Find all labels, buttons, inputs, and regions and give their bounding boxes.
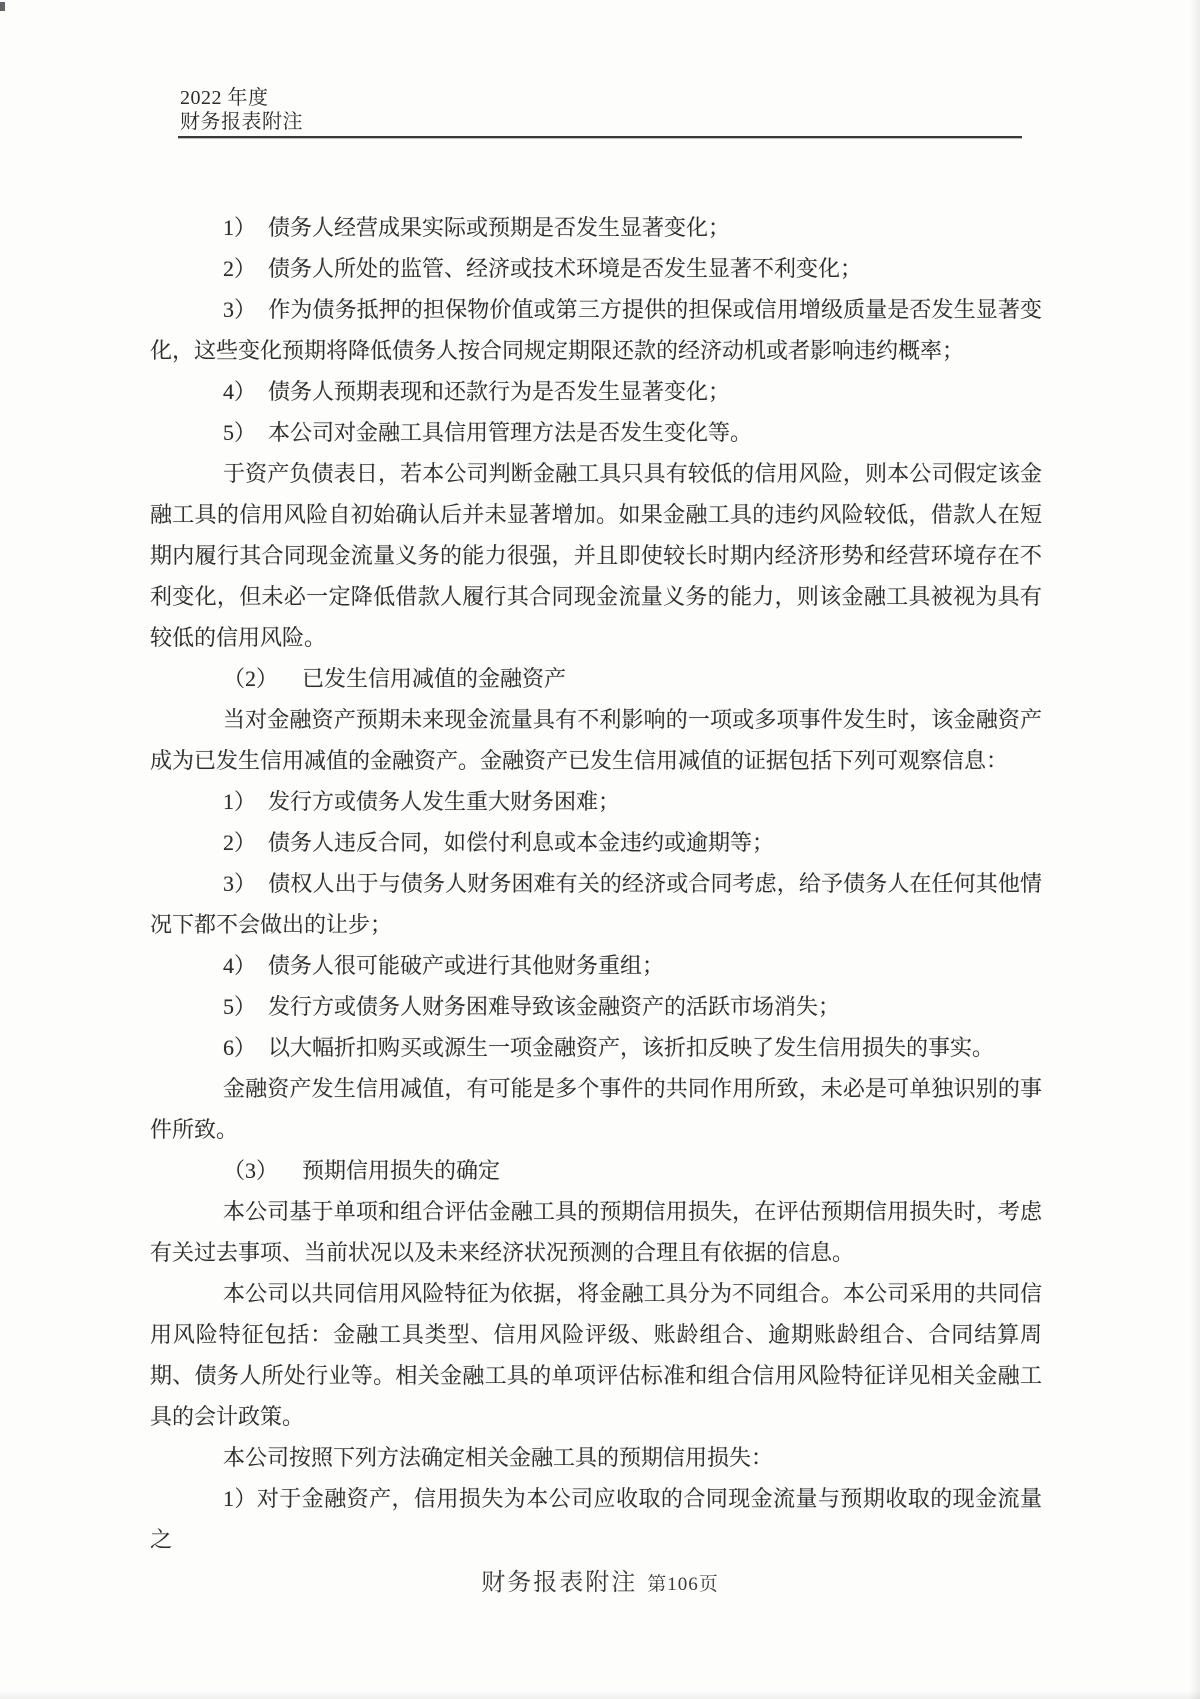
heading-number: （2） [223, 666, 279, 691]
body-paragraph [150, 1068, 1042, 1150]
page-header [180, 86, 303, 134]
paragraph-text: 发行方或债务人财务困难导致该金融资产的活跃市场消失； [268, 994, 841, 1019]
item-number: 1） [223, 789, 257, 814]
item-number: 6） [223, 1035, 257, 1060]
section-heading [150, 1150, 1042, 1191]
paragraph-text: 债权人出于与债务人财务困难有关的经济或合同考虑，给予债务人在任何其他情况下都不会做出的让步； [150, 871, 1042, 937]
paragraph-text: 当对金融资产预期未来现金流量具有不利影响的一项或多项事件发生时，该金融资产成为已发生信用减值的金融资产。金融资产已发生信用减值的证据包括下列可观察信息： [150, 707, 1042, 773]
paragraph-text: 作为债务抵押的担保物价值或第三方提供的担保或信用增级质量是否发生显著变化，这些变化预期将降低债务人按合同规定期限还款的经济动机或者影响违约概率； [150, 297, 1042, 363]
body-paragraph [150, 1478, 1042, 1560]
item-number: 3） [223, 871, 257, 896]
item-number: 2） [223, 256, 257, 281]
body-paragraph [150, 371, 1042, 412]
page-footer [0, 1562, 1200, 1597]
body-paragraph [150, 453, 1042, 658]
paragraph-text: 发行方或债务人发生重大财务困难； [268, 789, 621, 814]
header-year: 2022 年度 [180, 87, 269, 109]
heading-number: （3） [223, 1158, 279, 1183]
scan-speck [0, 2, 5, 11]
header-doc-title: 财务报表附注 [180, 111, 303, 133]
body-paragraph [150, 699, 1042, 781]
body-paragraph [150, 248, 1042, 289]
paragraph-text: 本公司基于单项和组合评估金融工具的预期信用损失，在评估预期信用损失时，考虑有关过去事项、当前状况以及未来经济状况预测的合理且有依据的信息。 [150, 1199, 1042, 1265]
paragraph-text: 本公司以共同信用风险特征为依据，将金融工具分为不同组合。本公司采用的共同信用风险特征包括：金融工具类型、信用风险评级、账龄组合、逾期账龄组合、合同结算周期、债务人所处行业等。相关金融工具的单项评估标准和组合信用风险特征详见相关金融工具的会计政策。 [150, 1281, 1042, 1429]
item-number: 2） [223, 830, 257, 855]
footer-page-number: 第106页 [647, 1574, 719, 1595]
body-paragraph [150, 1027, 1042, 1068]
paragraph-text: 预期信用损失的确定 [302, 1158, 501, 1183]
paragraph-text: 于资产负债表日，若本公司判断金融工具只具有较低的信用风险，则本公司假定该金融工具的信用风险自初始确认后并未显著增加。如果金融工具的违约风险较低，借款人在短期内履行其合同现金流量义务的能力很强，并且即使较长时期内经济形势和经营环境存在不利变化，但未必一定降低借款人履行其合同现金流量义务的能力，则该金融工具被视为具有较低的信用风险。 [150, 461, 1042, 650]
body-paragraph [150, 412, 1042, 453]
footer-title: 财务报表附注 [481, 1570, 638, 1596]
paragraph-text: 本公司按照下列方法确定相关金融工具的预期信用损失： [223, 1445, 774, 1470]
item-number: 1） [223, 215, 257, 240]
section-heading [150, 658, 1042, 699]
body-paragraph [150, 1273, 1042, 1437]
paragraph-text: 债务人违反合同，如偿付利息或本金违约或逾期等； [268, 830, 775, 855]
body-paragraph [150, 986, 1042, 1027]
paragraph-text: 债务人预期表现和还款行为是否发生显著变化； [268, 379, 731, 404]
paragraph-text: 本公司对金融工具信用管理方法是否发生变化等。 [268, 420, 753, 445]
body-paragraph [150, 822, 1042, 863]
item-number: 3） [223, 297, 257, 322]
item-number: 4） [223, 953, 257, 978]
paragraph-text: 债务人所处的监管、经济或技术环境是否发生显著不利变化； [268, 256, 863, 281]
body-paragraph [150, 1191, 1042, 1273]
paragraph-text: 债务人经营成果实际或预期是否发生显著变化； [268, 215, 731, 240]
body-paragraph [150, 945, 1042, 986]
body-paragraph [150, 781, 1042, 822]
body-paragraph [150, 207, 1042, 248]
item-number: 4） [223, 379, 257, 404]
body-paragraph [150, 289, 1042, 371]
scan-edge-shadow-right [1190, 0, 1200, 1699]
paragraph-text: 1）对于金融资产，信用损失为本公司应收取的合同现金流量与预期收取的现金流量之 [150, 1486, 1042, 1552]
paragraph-text: 金融资产发生信用减值，有可能是多个事件的共同作用所致，未必是可单独识别的事件所致。 [150, 1076, 1042, 1142]
item-number: 5） [223, 994, 257, 1019]
paragraph-text: 以大幅折扣购买或源生一项金融资产，该折扣反映了发生信用损失的事实。 [268, 1035, 995, 1060]
item-number: 5） [223, 420, 257, 445]
body-paragraph [150, 1437, 1042, 1478]
body-content [150, 207, 1042, 1560]
header-rule [178, 136, 1022, 138]
scan-edge-shadow-bottom [0, 1691, 1200, 1699]
body-paragraph [150, 863, 1042, 945]
paragraph-text: 债务人很可能破产或进行其他财务重组； [268, 953, 665, 978]
paragraph-text: 已发生信用减值的金融资产 [302, 666, 567, 691]
